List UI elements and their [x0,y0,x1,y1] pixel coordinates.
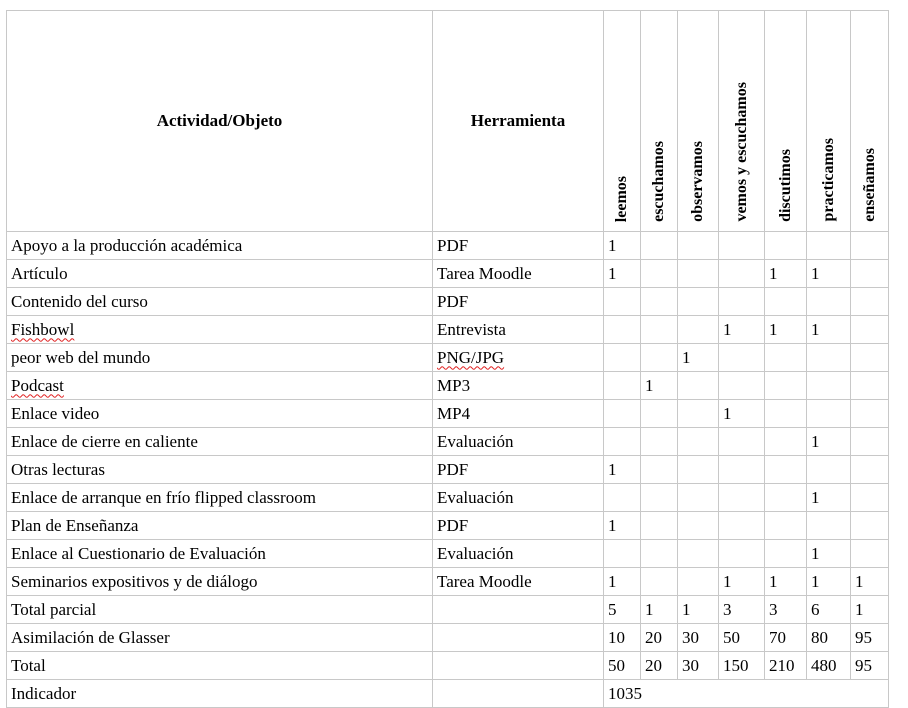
activity-cell: Enlace al Cuestionario de Evaluación [7,540,433,568]
value-cell: 1 [604,456,641,484]
header-observamos [678,11,719,232]
summary-value: 3 [765,596,807,624]
summary-value: 95 [851,652,889,680]
table-row [7,372,889,400]
value-cell: 1 [641,372,678,400]
value-cell [641,568,678,596]
summary-value: 480 [807,652,851,680]
value-cell: 1 [851,568,889,596]
header-discutimos [765,11,807,232]
tool-cell: Evaluación [433,428,604,456]
value-cell [807,288,851,316]
empty-cell [433,652,604,680]
header-label: enseñamos [860,148,878,222]
table-row [7,344,889,372]
value-cell [641,512,678,540]
value-cell [719,288,765,316]
summary-row [7,624,889,652]
value-cell [807,400,851,428]
value-cell: 1 [807,484,851,512]
table-row [7,316,889,344]
value-cell [807,512,851,540]
activity-cell: Apoyo a la producción académica [7,232,433,260]
summary-value: 95 [851,624,889,652]
summary-value: 210 [765,652,807,680]
activity-cell [7,316,433,344]
value-cell: 1 [719,568,765,596]
tool-cell: MP3 [433,372,604,400]
indicator-value: 1035 [604,680,889,708]
value-cell: 1 [604,568,641,596]
activity-cell: Otras lecturas [7,456,433,484]
activity-cell: Enlace de arranque en frío flipped classroom [7,484,433,512]
tool-cell: PDF [433,512,604,540]
summary-value: 150 [719,652,765,680]
activity-cell: Seminarios expositivos y de diálogo [7,568,433,596]
tool-cell: PDF [433,232,604,260]
activity-cell [7,372,433,400]
value-cell [641,400,678,428]
value-cell: 1 [765,568,807,596]
table-row [7,512,889,540]
header-label: vemos y escuchamos [732,82,750,222]
value-cell: 1 [765,260,807,288]
value-cell [641,456,678,484]
indicator-label: Indicador [7,680,433,708]
value-cell [678,540,719,568]
summary-value: 1 [641,596,678,624]
table-row [7,400,889,428]
value-cell [765,232,807,260]
value-cell [851,512,889,540]
header-label: escuchamos [650,141,667,222]
value-cell [678,456,719,484]
value-cell [765,400,807,428]
value-cell [604,344,641,372]
value-cell [807,372,851,400]
activity-table [6,10,889,708]
value-cell [851,428,889,456]
summary-value: 50 [719,624,765,652]
value-cell [604,540,641,568]
summary-value: 30 [678,624,719,652]
value-cell [604,400,641,428]
table-row [7,260,889,288]
summary-value: 30 [678,652,719,680]
value-cell [765,512,807,540]
value-cell [851,484,889,512]
value-cell [604,484,641,512]
tool-cell: Tarea Moodle [433,260,604,288]
value-cell [604,372,641,400]
value-cell [851,456,889,484]
value-cell [851,400,889,428]
value-cell: 1 [604,260,641,288]
tool-cell: Evaluación [433,484,604,512]
header-tool: Herramienta [433,11,604,232]
empty-cell [433,624,604,652]
value-cell [678,568,719,596]
tool-cell: Evaluación [433,540,604,568]
value-cell: 1 [807,428,851,456]
summary-value: 70 [765,624,807,652]
tool-cell: PDF [433,288,604,316]
value-cell [719,344,765,372]
summary-value: 1 [678,596,719,624]
value-cell [641,232,678,260]
value-cell: 1 [807,568,851,596]
header-activity: Actividad/Objeto [7,11,433,232]
value-cell [719,260,765,288]
empty-cell [433,680,604,708]
header-label: practicamos [819,138,837,222]
value-cell [851,260,889,288]
tool-cell: Entrevista [433,316,604,344]
value-cell [807,456,851,484]
summary-value: 20 [641,624,678,652]
value-cell [641,288,678,316]
spellcheck-text: Podcast [11,375,64,395]
value-cell [851,540,889,568]
value-cell [678,512,719,540]
summary-label: Total parcial [7,596,433,624]
value-cell: 1 [604,232,641,260]
value-cell [641,428,678,456]
value-cell: 1 [807,540,851,568]
value-cell [851,344,889,372]
summary-row [7,652,889,680]
spellcheck-text: PNG/JPG [437,347,505,367]
value-cell [641,260,678,288]
summary-value: 3 [719,596,765,624]
value-cell [678,484,719,512]
spellcheck-text: Fishbowl [11,319,75,339]
activity-cell: Plan de Enseñanza [7,512,433,540]
value-cell [678,260,719,288]
value-cell: 1 [719,400,765,428]
activity-cell: Enlace de cierre en caliente [7,428,433,456]
value-cell: 1 [807,260,851,288]
value-cell [807,344,851,372]
value-cell [604,428,641,456]
header-label: discutimos [776,149,794,222]
value-cell [678,428,719,456]
summary-value: 1 [851,596,889,624]
empty-cell [433,596,604,624]
summary-value: 5 [604,596,641,624]
value-cell [604,288,641,316]
value-cell [641,484,678,512]
table-row [7,484,889,512]
value-cell [765,344,807,372]
value-cell [678,400,719,428]
value-cell: 1 [807,316,851,344]
header-label: observamos [689,141,706,222]
header-escuchamos [641,11,678,232]
value-cell [719,540,765,568]
table-row [7,540,889,568]
value-cell [641,540,678,568]
table-row [7,288,889,316]
value-cell [719,372,765,400]
summary-value: 6 [807,596,851,624]
table-row [7,428,889,456]
summary-value: 20 [641,652,678,680]
tool-cell: MP4 [433,400,604,428]
activity-cell: Enlace video [7,400,433,428]
value-cell [678,288,719,316]
value-cell [719,428,765,456]
value-cell [851,372,889,400]
header-label: leemos [613,175,630,222]
table-row [7,568,889,596]
value-cell [765,428,807,456]
activity-cell: Contenido del curso [7,288,433,316]
value-cell [641,316,678,344]
value-cell [678,372,719,400]
tool-cell: PDF [433,456,604,484]
value-cell [851,316,889,344]
value-cell [765,372,807,400]
value-cell [678,232,719,260]
value-cell [678,316,719,344]
header-vemos-y-escuchamos [719,11,765,232]
value-cell [807,232,851,260]
value-cell [719,456,765,484]
header-ensenamos [851,11,889,232]
value-cell [719,484,765,512]
value-cell: 1 [719,316,765,344]
summary-label: Asimilación de Glasser [7,624,433,652]
value-cell: 1 [765,316,807,344]
value-cell [765,288,807,316]
table-row [7,456,889,484]
header-practicamos [807,11,851,232]
header-row [7,11,889,232]
summary-value: 50 [604,652,641,680]
value-cell [851,232,889,260]
tool-cell: Tarea Moodle [433,568,604,596]
value-cell [851,288,889,316]
summary-value: 80 [807,624,851,652]
indicator-row [7,680,889,708]
value-cell [719,512,765,540]
value-cell [641,344,678,372]
header-leemos [604,11,641,232]
value-cell [765,540,807,568]
value-cell: 1 [604,512,641,540]
table-body [7,11,889,708]
value-cell [765,484,807,512]
table-row [7,232,889,260]
value-cell [719,232,765,260]
summary-label: Total [7,652,433,680]
tool-cell [433,344,604,372]
summary-value: 10 [604,624,641,652]
activity-cell: Artículo [7,260,433,288]
value-cell [765,456,807,484]
activity-cell: peor web del mundo [7,344,433,372]
value-cell [604,316,641,344]
value-cell: 1 [678,344,719,372]
summary-row [7,596,889,624]
